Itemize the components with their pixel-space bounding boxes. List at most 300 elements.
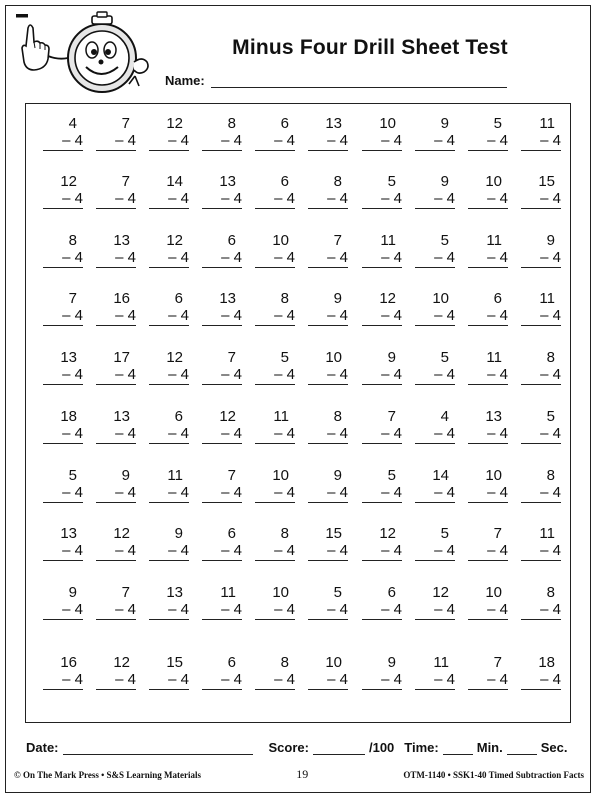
minuend: 7: [68, 290, 77, 307]
subtrahend: – 4: [96, 542, 136, 561]
minuend: 6: [280, 115, 289, 132]
subtrahend: – 4: [521, 132, 561, 151]
subtrahend: – 4: [43, 425, 83, 444]
subtrahend: – 4: [202, 671, 242, 690]
subtraction-problem: [149, 654, 189, 690]
minuend: 12: [166, 232, 183, 249]
subtrahend: – 4: [362, 366, 402, 385]
minuend: 10: [325, 654, 342, 671]
page-title: Minus Four Drill Sheet Test: [232, 36, 508, 59]
minuend: 4: [68, 115, 77, 132]
subtrahend: – 4: [96, 484, 136, 503]
subtraction-problem: [521, 584, 561, 620]
minuend: 12: [166, 349, 183, 366]
subtrahend: – 4: [362, 249, 402, 268]
subtraction-problem: [96, 525, 136, 561]
minutes-line[interactable]: [443, 742, 473, 755]
minuend: 9: [174, 525, 183, 542]
subtrahend: – 4: [202, 190, 242, 209]
subtraction-problem: [43, 467, 83, 503]
minuend: 5: [280, 349, 289, 366]
minuend: 7: [493, 654, 502, 671]
minuend: 10: [325, 349, 342, 366]
subtrahend: – 4: [468, 307, 508, 326]
minuend: 12: [166, 115, 183, 132]
subtrahend: – 4: [96, 425, 136, 444]
minuend: 13: [219, 290, 236, 307]
subtrahend: – 4: [308, 132, 348, 151]
minuend: 10: [272, 467, 289, 484]
minuend: 8: [333, 408, 342, 425]
minuend: 6: [227, 654, 236, 671]
subtraction-problem: [415, 654, 455, 690]
subtrahend: – 4: [43, 671, 83, 690]
subtraction-problem: [362, 654, 402, 690]
subtraction-problem: [202, 349, 242, 385]
minuend: 10: [432, 290, 449, 307]
minuend: 10: [485, 467, 502, 484]
subtrahend: – 4: [521, 671, 561, 690]
subtrahend: – 4: [362, 484, 402, 503]
subtrahend: – 4: [255, 425, 295, 444]
minuend: 7: [333, 232, 342, 249]
subtraction-problem: [43, 525, 83, 561]
minuend: 12: [219, 408, 236, 425]
minuend: 9: [333, 290, 342, 307]
subtraction-problem: [415, 467, 455, 503]
subtrahend: – 4: [521, 307, 561, 326]
subtrahend: – 4: [468, 366, 508, 385]
subtrahend: – 4: [362, 542, 402, 561]
subtrahend: – 4: [308, 366, 348, 385]
date-line[interactable]: [63, 742, 253, 755]
minuend: 5: [440, 349, 449, 366]
subtrahend: – 4: [149, 249, 189, 268]
subtrahend: – 4: [96, 307, 136, 326]
subtraction-problem: [362, 349, 402, 385]
minuend: 18: [60, 408, 77, 425]
subtrahend: – 4: [202, 132, 242, 151]
subtraction-problem: [96, 173, 136, 209]
minuend: 15: [325, 525, 342, 542]
subtraction-problem: [202, 290, 242, 326]
subtraction-problem: [255, 525, 295, 561]
subtraction-problem: [255, 654, 295, 690]
minuend: 8: [280, 654, 289, 671]
subtrahend: – 4: [43, 132, 83, 151]
minuend: 5: [440, 525, 449, 542]
subtrahend: – 4: [96, 132, 136, 151]
minuend: 6: [387, 584, 396, 601]
minuend: 17: [113, 349, 130, 366]
subtraction-problem: [468, 654, 508, 690]
subtrahend: – 4: [308, 425, 348, 444]
minuend: 18: [538, 654, 555, 671]
minuend: 12: [113, 654, 130, 671]
minuend: 7: [387, 408, 396, 425]
score-label: Score:: [268, 740, 309, 755]
minuend: 8: [280, 525, 289, 542]
minuend: 13: [325, 115, 342, 132]
minuend: 8: [280, 290, 289, 307]
minuend: 12: [113, 525, 130, 542]
subtraction-problem: [308, 173, 348, 209]
subtraction-problem: [202, 584, 242, 620]
page-number: 19: [296, 767, 309, 781]
minuend: 11: [220, 584, 236, 601]
subtraction-problem: [43, 173, 83, 209]
subtrahend: – 4: [415, 132, 455, 151]
subtrahend: – 4: [202, 249, 242, 268]
subtrahend: – 4: [521, 542, 561, 561]
subtraction-problem: [521, 654, 561, 690]
subtraction-problem: [43, 654, 83, 690]
subtraction-problem: [521, 290, 561, 326]
subtrahend: – 4: [468, 190, 508, 209]
subtraction-problem: [96, 467, 136, 503]
minuend: 11: [539, 115, 555, 132]
subtrahend: – 4: [149, 484, 189, 503]
minuend: 6: [280, 173, 289, 190]
subtraction-problem: [96, 232, 136, 268]
subtrahend: – 4: [415, 190, 455, 209]
minuend: 13: [166, 584, 183, 601]
minuend: 6: [227, 232, 236, 249]
subtraction-problem: [362, 173, 402, 209]
subtraction-problem: [415, 232, 455, 268]
publisher-credit: © On The Mark Press • S&S Learning Materials: [14, 769, 202, 780]
subtrahend: – 4: [415, 366, 455, 385]
minuend: 9: [440, 115, 449, 132]
subtraction-problem: [521, 525, 561, 561]
subtraction-problem: [415, 584, 455, 620]
minuend: 5: [333, 584, 342, 601]
subtrahend: – 4: [415, 307, 455, 326]
minuend: 16: [60, 654, 77, 671]
subtraction-problem: [468, 525, 508, 561]
subtraction-problem: [362, 467, 402, 503]
subtraction-problem: [202, 408, 242, 444]
subtraction-problem: [468, 232, 508, 268]
subtrahend: – 4: [96, 249, 136, 268]
minuend: 12: [379, 290, 396, 307]
minuend: 10: [485, 584, 502, 601]
subtrahend: – 4: [149, 601, 189, 620]
minuend: 11: [486, 232, 502, 249]
minuend: 9: [387, 349, 396, 366]
minuend: 12: [60, 173, 77, 190]
minuend: 11: [433, 654, 449, 671]
minuend: 9: [333, 467, 342, 484]
minuend: 5: [387, 173, 396, 190]
subtraction-problem: [308, 467, 348, 503]
subtraction-problem: [468, 408, 508, 444]
minuend: 13: [485, 408, 502, 425]
subtraction-problem: [96, 115, 136, 151]
minuend: 7: [121, 115, 130, 132]
minuend: 9: [546, 232, 555, 249]
subtraction-problem: [521, 173, 561, 209]
subtraction-problem: [149, 173, 189, 209]
subtraction-problem: [202, 525, 242, 561]
subtraction-problem: [96, 349, 136, 385]
subtrahend: – 4: [96, 190, 136, 209]
subtraction-problem: [43, 408, 83, 444]
subtraction-problem: [362, 290, 402, 326]
subtrahend: – 4: [202, 542, 242, 561]
date-label: Date:: [26, 740, 59, 755]
subtraction-problem: [415, 408, 455, 444]
subtrahend: – 4: [43, 249, 83, 268]
minuend: 10: [485, 173, 502, 190]
minuend: 12: [432, 584, 449, 601]
minuend: 10: [272, 584, 289, 601]
minuend: 8: [546, 349, 555, 366]
subtrahend: – 4: [362, 190, 402, 209]
minuend: 11: [486, 349, 502, 366]
subtraction-problem: [43, 232, 83, 268]
minuend: 5: [493, 115, 502, 132]
minuend: 8: [227, 115, 236, 132]
subtraction-problem: [468, 290, 508, 326]
subtrahend: – 4: [468, 132, 508, 151]
subtrahend: – 4: [149, 307, 189, 326]
subtrahend: – 4: [96, 671, 136, 690]
subtraction-problem: [255, 349, 295, 385]
subtrahend: – 4: [308, 484, 348, 503]
subtraction-problem: [415, 173, 455, 209]
subtraction-problem: [43, 290, 83, 326]
subtrahend: – 4: [308, 671, 348, 690]
subtrahend: – 4: [255, 542, 295, 561]
subtrahend: – 4: [202, 366, 242, 385]
subtraction-problem: [43, 115, 83, 151]
subtrahend: – 4: [149, 542, 189, 561]
subtrahend: – 4: [149, 132, 189, 151]
subtraction-problem: [308, 115, 348, 151]
minuend: 13: [219, 173, 236, 190]
subtrahend: – 4: [149, 190, 189, 209]
subtraction-problem: [468, 173, 508, 209]
score-total: /100: [368, 740, 395, 755]
minuend: 9: [440, 173, 449, 190]
subtrahend: – 4: [415, 484, 455, 503]
subtraction-problem: [149, 290, 189, 326]
subtraction-problem: [415, 525, 455, 561]
subtraction-problem: [521, 232, 561, 268]
minuend: 9: [68, 584, 77, 601]
minuend: 10: [379, 115, 396, 132]
subtrahend: – 4: [415, 601, 455, 620]
subtraction-problem: [468, 467, 508, 503]
subtraction-problem: [43, 349, 83, 385]
subtraction-problem: [521, 408, 561, 444]
minuend: 12: [379, 525, 396, 542]
minuend: 9: [387, 654, 396, 671]
subtrahend: – 4: [468, 542, 508, 561]
subtraction-problem: [362, 408, 402, 444]
subtrahend: – 4: [308, 542, 348, 561]
product-code: OTM-1140 • SSK1-40 Timed Subtraction Facts: [403, 769, 584, 780]
minuend: 5: [387, 467, 396, 484]
minuend: 13: [113, 232, 130, 249]
minuend: 13: [113, 408, 130, 425]
subtraction-problem: [43, 584, 83, 620]
problem-grid: [25, 103, 571, 723]
minuend: 6: [174, 290, 183, 307]
subtraction-problem: [415, 115, 455, 151]
minuend: 8: [546, 584, 555, 601]
subtrahend: – 4: [96, 366, 136, 385]
subtraction-problem: [255, 115, 295, 151]
name-label: Name:: [165, 73, 205, 88]
subtrahend: – 4: [202, 601, 242, 620]
subtrahend: – 4: [415, 671, 455, 690]
subtraction-problem: [521, 115, 561, 151]
subtrahend: – 4: [149, 671, 189, 690]
subtraction-problem: [96, 654, 136, 690]
subtrahend: – 4: [255, 671, 295, 690]
subtrahend: – 4: [255, 484, 295, 503]
subtrahend: – 4: [362, 601, 402, 620]
subtrahend: – 4: [202, 307, 242, 326]
subtraction-problem: [362, 115, 402, 151]
name-field: [165, 73, 507, 88]
subtraction-problem: [149, 408, 189, 444]
subtrahend: – 4: [255, 601, 295, 620]
minuend: 8: [333, 173, 342, 190]
subtraction-problem: [362, 525, 402, 561]
subtrahend: – 4: [468, 601, 508, 620]
minuend: 6: [227, 525, 236, 542]
minuend: 11: [273, 408, 289, 425]
subtraction-problem: [96, 584, 136, 620]
subtrahend: – 4: [202, 484, 242, 503]
minuend: 7: [227, 467, 236, 484]
subtrahend: – 4: [43, 366, 83, 385]
subtraction-problem: [202, 232, 242, 268]
minuend: 8: [68, 232, 77, 249]
subtrahend: – 4: [415, 249, 455, 268]
subtraction-problem: [468, 584, 508, 620]
minuend: 9: [121, 467, 130, 484]
subtrahend: – 4: [362, 671, 402, 690]
subtrahend: – 4: [255, 249, 295, 268]
minuend: 16: [113, 290, 130, 307]
minuend: 11: [167, 467, 183, 484]
subtrahend: – 4: [308, 307, 348, 326]
subtrahend: – 4: [43, 484, 83, 503]
subtrahend: – 4: [362, 132, 402, 151]
subtraction-problem: [202, 654, 242, 690]
subtrahend: – 4: [43, 542, 83, 561]
subtrahend: – 4: [202, 425, 242, 444]
subtrahend: – 4: [255, 366, 295, 385]
subtrahend: – 4: [415, 542, 455, 561]
subtrahend: – 4: [149, 366, 189, 385]
subtraction-problem: [149, 584, 189, 620]
minuend: 11: [539, 525, 555, 542]
subtraction-problem: [308, 525, 348, 561]
minuend: 10: [272, 232, 289, 249]
subtraction-problem: [308, 584, 348, 620]
subtraction-problem: [149, 349, 189, 385]
minuend: 13: [60, 349, 77, 366]
minuend: 5: [68, 467, 77, 484]
minuend: 14: [166, 173, 183, 190]
subtrahend: – 4: [521, 190, 561, 209]
seconds-line[interactable]: [507, 742, 537, 755]
subtraction-problem: [255, 408, 295, 444]
minuend: 7: [121, 584, 130, 601]
subtrahend: – 4: [468, 484, 508, 503]
minuend: 8: [546, 467, 555, 484]
subtraction-problem: [202, 115, 242, 151]
subtrahend: – 4: [255, 307, 295, 326]
minuend: 6: [174, 408, 183, 425]
subtrahend: – 4: [468, 671, 508, 690]
subtrahend: – 4: [468, 249, 508, 268]
subtrahend: – 4: [521, 366, 561, 385]
subtraction-problem: [308, 408, 348, 444]
subtrahend: – 4: [521, 425, 561, 444]
subtraction-problem: [96, 408, 136, 444]
minuend: 11: [539, 290, 555, 307]
subtraction-problem: [149, 115, 189, 151]
subtraction-problem: [96, 290, 136, 326]
subtraction-problem: [521, 349, 561, 385]
minuend: 4: [440, 408, 449, 425]
subtraction-problem: [415, 349, 455, 385]
subtrahend: – 4: [415, 425, 455, 444]
minuend: 6: [493, 290, 502, 307]
subtrahend: – 4: [362, 425, 402, 444]
subtrahend: – 4: [362, 307, 402, 326]
subtraction-problem: [521, 467, 561, 503]
minuend: 7: [227, 349, 236, 366]
subtrahend: – 4: [96, 601, 136, 620]
minuend: 7: [121, 173, 130, 190]
subtrahend: – 4: [308, 601, 348, 620]
subtraction-problem: [255, 467, 295, 503]
subtraction-problem: [362, 232, 402, 268]
subtraction-problem: [202, 467, 242, 503]
subtrahend: – 4: [521, 484, 561, 503]
subtrahend: – 4: [521, 601, 561, 620]
subtraction-problem: [308, 232, 348, 268]
subtraction-problem: [255, 584, 295, 620]
min-label: Min.: [476, 740, 503, 755]
score-footer: [26, 740, 574, 755]
subtraction-problem: [255, 232, 295, 268]
minuend: 13: [60, 525, 77, 542]
name-line[interactable]: [211, 74, 507, 88]
subtraction-problem: [415, 290, 455, 326]
subtrahend: – 4: [308, 249, 348, 268]
subtrahend: – 4: [468, 425, 508, 444]
minuend: 14: [432, 467, 449, 484]
minuend: 15: [166, 654, 183, 671]
minuend: 15: [538, 173, 555, 190]
clock-mascot-icon: [12, 10, 152, 96]
sec-label: Sec.: [540, 740, 568, 755]
score-line[interactable]: [313, 742, 365, 755]
subtrahend: – 4: [255, 132, 295, 151]
subtraction-problem: [149, 232, 189, 268]
subtraction-problem: [468, 349, 508, 385]
minuend: 7: [493, 525, 502, 542]
time-label: Time:: [404, 740, 439, 755]
